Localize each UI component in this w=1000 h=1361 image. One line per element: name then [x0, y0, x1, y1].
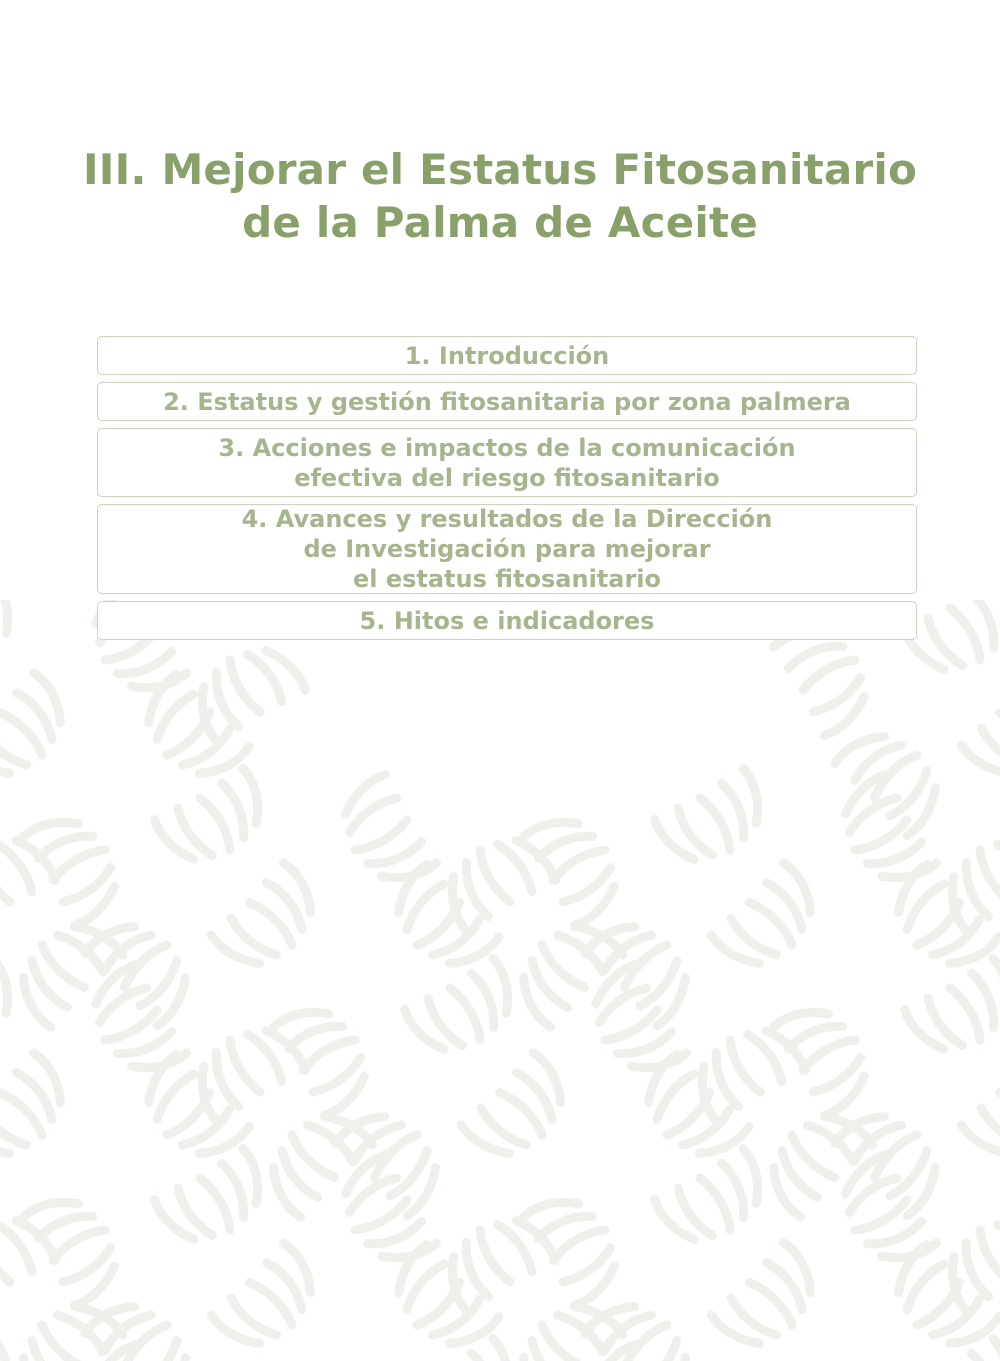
toc-item-acciones-impactos[interactable] — [97, 428, 917, 497]
leaf-pattern-frond — [711, 1242, 830, 1361]
leaf-pattern-frond — [0, 600, 26, 686]
leaf-pattern-frond — [523, 1184, 631, 1306]
toc-item-label: 1. Introducción — [404, 341, 610, 370]
toc-item-introduccion[interactable] — [97, 336, 917, 375]
leaf-pattern-frond — [0, 824, 56, 932]
leaf-pattern-frond — [329, 774, 437, 896]
leaf-pattern-frond — [834, 1097, 953, 1216]
leaf-pattern-frond — [211, 1242, 330, 1361]
leaf-pattern-frond — [23, 804, 131, 926]
toc-item-label: el estatus fitosanitario — [352, 565, 662, 593]
leaf-pattern-frond — [834, 717, 953, 836]
leaf-pattern-frond — [84, 1287, 203, 1361]
leaf-pattern-frond — [154, 1148, 276, 1256]
leaf-pattern-frond — [461, 1052, 580, 1171]
leaf-pattern-frond — [0, 672, 80, 791]
page-title-line: de la Palma de Aceite — [242, 198, 758, 247]
toc-item-avances-resultados[interactable] — [97, 504, 917, 594]
leaf-pattern-frond — [904, 958, 1000, 1066]
leaf-pattern-frond — [934, 824, 1000, 932]
leaf-pattern-frond — [584, 1287, 703, 1361]
toc-item-label: efectiva del riesgo fitosanitario — [294, 463, 720, 492]
leaf-pattern-frond — [904, 600, 1000, 686]
leaf-pattern-frond — [0, 1204, 56, 1312]
page-title — [40, 143, 960, 249]
page-title-line: III. Mejorar el Estatus Fitosanitario — [82, 145, 918, 194]
toc-item-label: de Investigación para mejorar — [303, 535, 711, 563]
toc-item-label: 3. Acciones e impactos de la comunicación — [218, 433, 796, 462]
leaf-pattern-frond — [961, 1052, 1000, 1171]
leaf-pattern-frond — [773, 994, 881, 1116]
leaf-pattern-frond — [961, 672, 1000, 791]
leaf-pattern-frond — [154, 768, 276, 876]
leaf-pattern-background — [0, 600, 1000, 1361]
leaf-pattern-frond — [654, 768, 776, 876]
leaf-pattern-frond — [334, 1097, 453, 1216]
leaf-pattern-frond — [711, 862, 830, 981]
leaf-pattern-frond — [211, 862, 330, 981]
leaf-pattern-frond — [84, 907, 203, 1026]
leaf-pattern-frond — [0, 1052, 80, 1171]
leaf-pattern-frond — [934, 1204, 1000, 1312]
leaf-pattern-frond — [23, 1184, 131, 1306]
leaf-pattern-frond — [523, 804, 631, 926]
toc-item-label: 2. Estatus y gestión fitosanitaria por zona palmera — [163, 387, 851, 416]
toc-item-label: 5. Hitos e indicadores — [359, 606, 655, 635]
leaf-pattern-frond — [654, 1148, 776, 1256]
table-of-contents — [97, 336, 917, 647]
leaf-pattern-frond — [273, 994, 381, 1116]
leaf-pattern-frond — [404, 958, 526, 1066]
toc-item-estatus-gestion[interactable] — [97, 382, 917, 421]
toc-item-hitos-indicadores[interactable] — [97, 601, 917, 640]
leaf-pattern-frond — [584, 907, 703, 1026]
toc-item-label: 4. Avances y resultados de la Dirección — [241, 505, 773, 533]
